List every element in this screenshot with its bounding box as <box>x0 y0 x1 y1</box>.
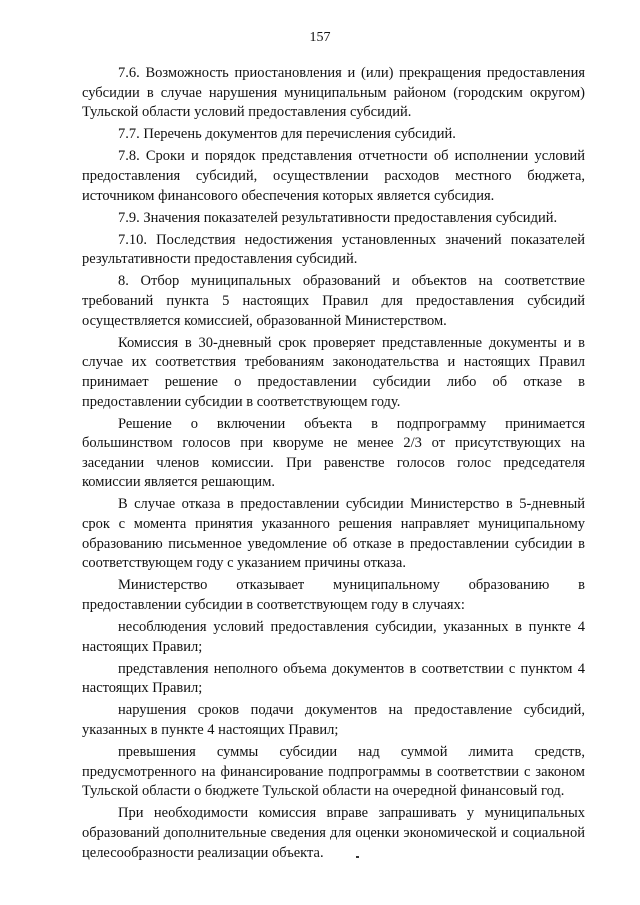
paragraph-refusal-cases: Министерство отказывает муниципальному образованию в предоставлении субсидии в соответствующем году в случаях: <box>82 577 585 613</box>
scan-speck <box>356 856 359 858</box>
list-item-noncompliance: несоблюдения условий предоставления субсидии, указанных в пункте 4 настоящих Правил; <box>82 619 585 655</box>
list-item-incomplete-documents: представления неполного объема документов в соответствии с пунктом 4 настоящих Правил; <box>82 660 585 697</box>
paragraph-7-7: 7.7. Перечень документов для перечисления субсидий. <box>118 126 456 143</box>
paragraph-7-8: 7.8. Сроки и порядок представления отчетности об исполнении условий предоставления субсидий, осуществлении расходов местного бюджета, источником финансового обеспечения которых является субсидия. <box>82 148 585 204</box>
document-body <box>82 64 585 866</box>
list-item-limit-exceeded: превышения суммы субсидии над суммой лимита средств, предусмотренного на финансирование подпрограммы в соответствии с законом Тульской области о бюджете Тульской области на очередной финансовый год. <box>82 744 585 800</box>
paragraph-additional-info: При необходимости комиссия вправе запрашивать у муниципальных образований дополнительные сведения для оценки экономической и социальной целесообразности реализации объекта. <box>82 805 585 861</box>
paragraph-7-10: 7.10. Последствия недостижения установленных значений показателей результативности предоставления субсидий. <box>82 231 585 268</box>
list-item-missed-deadlines: нарушения сроков подачи документов на предоставление субсидий, указанных в пункте 4 настоящих Правил; <box>82 702 585 738</box>
page-number: 157 <box>309 30 331 45</box>
paragraph-refusal-notice: В случае отказа в предоставлении субсидии Министерство в 5-дневный срок с момента принятия указанного решения направляет муниципальному образованию письменное уведомление об отказе в предоставлении субсидии в соответствующем году с указанием причины отказа. <box>82 496 585 572</box>
paragraph-7-9: 7.9. Значения показателей результативности предоставления субсидий. <box>118 209 558 226</box>
paragraph-8: 8. Отбор муниципальных образований и объектов на соответствие требований пункта 5 настоящих Правил для предоставления субсидий осуществляется комиссией, образованной Министерством. <box>82 273 585 329</box>
paragraph-commission-review: Комиссия в 30-дневный срок проверяет представленные документы и в случае их соответствия требованиям законодательства и настоящих Правил принимает решение о предоставлении субсидии либо об отказе в предоставлении субсидии в соответствующем году. <box>82 334 585 410</box>
paragraph-7-6: 7.6. Возможность приостановления и (или) прекращения предоставления субсидии в случае нарушения муниципальным районом (городским округом) Тульской области условий предоставления субсидий. <box>82 65 585 121</box>
paragraph-decision-voting: Решение о включении объекта в подпрограмму принимается большинством голосов при кворуме не менее 2/3 от присутствующих на заседании членов комиссии. При равенстве голосов голос председателя комиссии является решающим. <box>82 415 585 491</box>
